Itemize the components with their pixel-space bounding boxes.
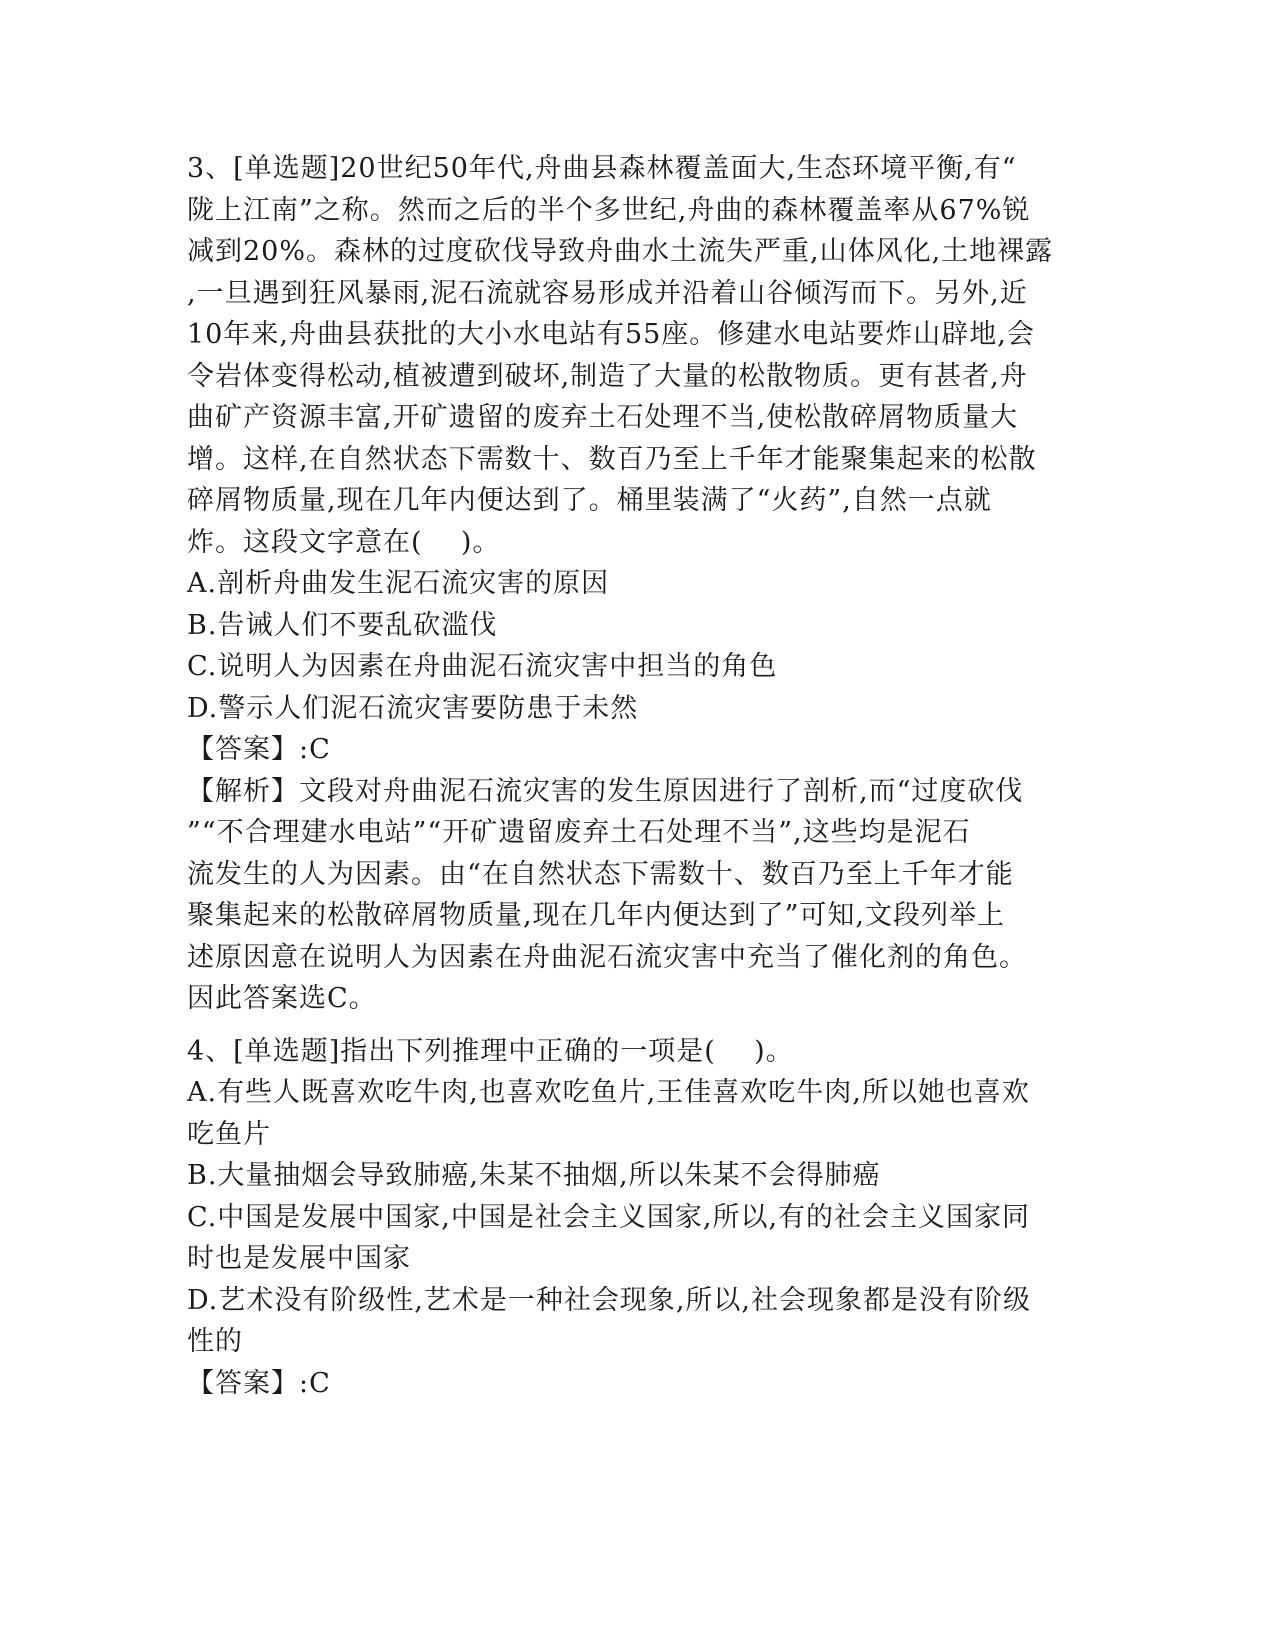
option-c: C.中国是发展中国家,中国是社会主义国家,所以,有的社会主义国家同 <box>187 1201 1031 1233</box>
document-content <box>187 148 1067 1404</box>
option-b: B.大量抽烟会导致肺癌,朱某不抽烟,所以朱某不会得肺癌 <box>187 1160 881 1191</box>
question-stem-line: 令岩体变得松动,植被遭到破坏,制造了大量的松散物质。更有甚者,舟 <box>187 360 1028 392</box>
analysis-line: 述原因意在说明人为因素在舟曲泥石流灾害中充当了催化剂的角色。 <box>187 941 1027 973</box>
question-3 <box>187 148 1067 1020</box>
option-d-continued: 性的 <box>187 1326 243 1357</box>
question-stem-line: 10年来,舟曲县获批的大小水电站有55座。修建水电站要炸山辟地,会 <box>187 319 1035 350</box>
option-d: D.艺术没有阶级性,艺术是一种社会现象,所以,社会现象都是没有阶级 <box>187 1284 1032 1316</box>
answer-line: 【答案】:C <box>187 1367 331 1399</box>
option-a: A.有些人既喜欢吃牛肉,也喜欢吃鱼片,王佳喜欢吃牛肉,所以她也喜欢 <box>187 1077 1030 1108</box>
option-a: A.剖析舟曲发生泥石流灾害的原因 <box>187 568 610 599</box>
question-stem-line: 碎屑物质量,现在几年内便达到了。桶里装满了“火药”,自然一点就 <box>187 485 992 516</box>
analysis-line: 【解析】文段对舟曲泥石流灾害的发生原因进行了剖析,而“过度砍伐 <box>187 775 1024 807</box>
question-stem-line: 炸。这段文字意在( )。 <box>187 526 501 558</box>
question-stem-line: 3、[单选题]20世纪50年代,舟曲县森林覆盖面大,生态环境平衡,有“ <box>187 153 1017 184</box>
question-stem-line: 4、[单选题]指出下列推理中正确的一项是( )。 <box>187 1035 794 1067</box>
question-stem-line: 曲矿产资源丰富,开矿遗留的废弃土石处理不当,使松散碎屑物质量大 <box>187 402 1019 433</box>
option-b: B.告诫人们不要乱砍滥伐 <box>187 609 498 641</box>
analysis-line: 因此答案选C。 <box>187 983 377 1014</box>
question-stem-line: 陇上江南”之称。然而之后的半个多世纪,舟曲的森林覆盖率从67%锐 <box>187 194 1031 226</box>
analysis-line: 聚集起来的松散碎屑物质量,现在几年内便达到了”可知,文段列举上 <box>187 900 1005 931</box>
question-stem-line: 增。这样,在自然状态下需数十、数百乃至上千年才能聚集起来的松散 <box>187 443 1037 475</box>
answer-line: 【答案】:C <box>187 734 331 765</box>
analysis-line: ”“不合理建水电站”“开矿遗留废弃土石处理不当”,这些均是泥石 <box>187 817 971 848</box>
question-4 <box>187 1031 1067 1405</box>
option-a-continued: 吃鱼片 <box>187 1118 271 1150</box>
option-c-continued: 时也是发展中国家 <box>187 1243 411 1274</box>
question-stem-line: ,一旦遇到狂风暴雨,泥石流就容易形成并沿着山谷倾泻而下。另外,近 <box>187 277 1028 309</box>
analysis-line: 流发生的人为因素。由“在自然状态下需数十、数百乃至上千年才能 <box>187 858 1014 890</box>
option-d: D.警示人们泥石流灾害要防患于未然 <box>187 692 639 724</box>
option-c: C.说明人为因素在舟曲泥石流灾害中担当的角色 <box>187 651 778 682</box>
question-stem-line: 减到20%。森林的过度砍伐导致舟曲水土流失严重,山体风化,土地裸露 <box>187 236 1054 267</box>
